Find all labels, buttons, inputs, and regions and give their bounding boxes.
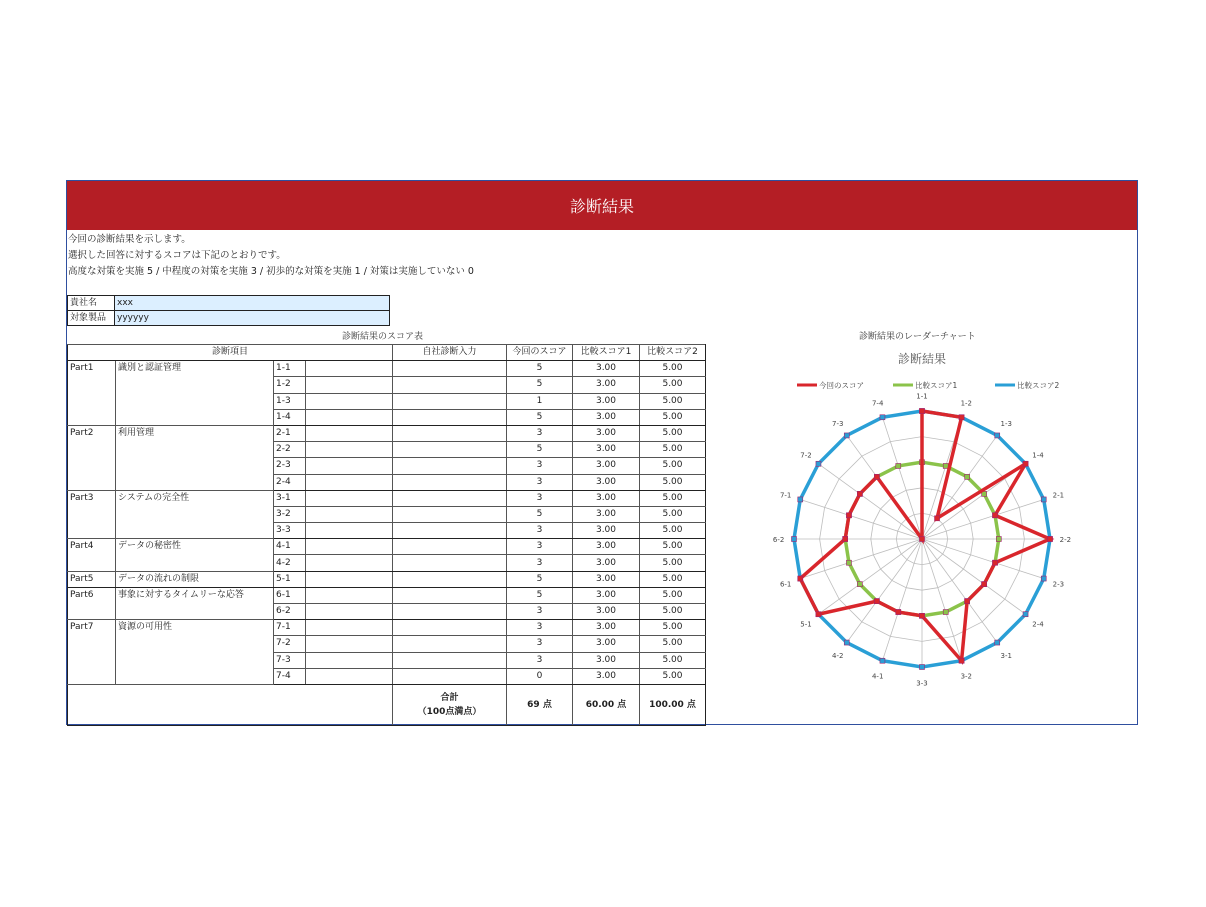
- score-cell: 3: [507, 555, 573, 571]
- grid-spoke: [818, 464, 922, 539]
- axis-label: 4-2: [832, 651, 844, 660]
- item-id: 2-3: [274, 458, 306, 474]
- data-point: [857, 491, 862, 496]
- cmp1-cell: 3.00: [573, 668, 640, 684]
- score-table: [67, 344, 706, 726]
- item-detail: [306, 604, 393, 620]
- self-input-cell[interactable]: [393, 604, 507, 620]
- self-input-cell[interactable]: [393, 490, 507, 506]
- cmp2-cell: 5.00: [640, 668, 706, 684]
- self-input-cell[interactable]: [393, 668, 507, 684]
- data-point: [846, 560, 851, 565]
- part-label: Part1: [68, 361, 116, 426]
- data-point: [920, 537, 925, 542]
- cmp2-cell: 5.00: [640, 506, 706, 522]
- item-detail: [306, 490, 393, 506]
- data-point: [896, 463, 901, 468]
- score-cell: 3: [507, 523, 573, 539]
- axis-label: 7-1: [779, 491, 792, 500]
- data-point: [1023, 461, 1028, 466]
- part-label: Part4: [68, 539, 116, 571]
- axis-label: 2-2: [1059, 536, 1072, 544]
- score-cell: 5: [507, 571, 573, 587]
- self-input-cell[interactable]: [393, 425, 507, 441]
- part-name: システムの完全性: [116, 490, 274, 539]
- data-point: [995, 640, 1000, 645]
- cmp2-cell: 5.00: [640, 587, 706, 603]
- part-name: データの流れの制限: [116, 571, 274, 587]
- data-point: [959, 415, 964, 420]
- score-cell: 3: [507, 620, 573, 636]
- item-id: 1-2: [274, 377, 306, 393]
- axis-label: 3-3: [916, 679, 928, 688]
- item-detail: [306, 668, 393, 684]
- item-id: 5-1: [274, 571, 306, 587]
- item-id: 2-1: [274, 425, 306, 441]
- data-point: [874, 599, 879, 604]
- cmp2-cell: 5.00: [640, 539, 706, 555]
- grid-spoke: [800, 539, 922, 579]
- total-label: 合計: [440, 692, 459, 703]
- table-row: [68, 587, 706, 603]
- score-cell: 3: [507, 490, 573, 506]
- table-row: [68, 571, 706, 587]
- data-point: [935, 516, 940, 521]
- score-cell: 3: [507, 539, 573, 555]
- item-detail: [306, 523, 393, 539]
- cmp1-cell: 3.00: [573, 377, 640, 393]
- score-cell: 3: [507, 652, 573, 668]
- cmp1-cell: 3.00: [573, 361, 640, 377]
- item-detail: [306, 361, 393, 377]
- company-info-table: [67, 295, 390, 326]
- item-detail: [306, 636, 393, 652]
- cmp2-cell: 5.00: [640, 442, 706, 458]
- header-item: 診断項目: [68, 345, 393, 361]
- table-row: [68, 361, 706, 377]
- cmp1-cell: 3.00: [573, 506, 640, 522]
- item-detail: [306, 425, 393, 441]
- self-input-cell[interactable]: [393, 361, 507, 377]
- item-detail: [306, 377, 393, 393]
- grid-spoke: [922, 539, 1044, 579]
- self-input-cell[interactable]: [393, 523, 507, 539]
- item-detail: [306, 571, 393, 587]
- axis-label: 1-2: [960, 399, 973, 408]
- axis-label: 1-1: [916, 392, 928, 401]
- grid-spoke: [882, 417, 922, 539]
- self-input-cell[interactable]: [393, 555, 507, 571]
- data-point: [798, 497, 803, 502]
- item-id: 6-2: [274, 604, 306, 620]
- score-cell: 5: [507, 506, 573, 522]
- data-point: [920, 613, 925, 618]
- cmp2-cell: 5.00: [640, 490, 706, 506]
- data-point: [959, 658, 964, 663]
- item-detail: [306, 539, 393, 555]
- data-point: [1041, 576, 1046, 581]
- total-sublabel: （100点満点）: [417, 706, 482, 717]
- data-point: [1041, 497, 1046, 502]
- part-label: Part5: [68, 571, 116, 587]
- data-point: [943, 463, 948, 468]
- score-cell: 5: [507, 377, 573, 393]
- self-input-cell[interactable]: [393, 571, 507, 587]
- cmp2-cell: 5.00: [640, 620, 706, 636]
- grid-spoke: [800, 499, 922, 539]
- cmp1-cell: 3.00: [573, 587, 640, 603]
- legend-label: 比較スコア2: [1017, 381, 1060, 390]
- legend-label: 比較スコア1: [915, 381, 958, 390]
- item-id: 6-1: [274, 587, 306, 603]
- company-name-field[interactable]: xxx: [115, 296, 390, 311]
- cmp2-cell: 5.00: [640, 474, 706, 490]
- cmp2-cell: 5.00: [640, 652, 706, 668]
- self-input-cell[interactable]: [393, 393, 507, 409]
- part-label: Part6: [68, 587, 116, 619]
- score-cell: 3: [507, 458, 573, 474]
- data-point: [846, 513, 851, 518]
- axis-label: 7-4: [871, 399, 884, 408]
- item-id: 1-1: [274, 361, 306, 377]
- part-label: Part7: [68, 620, 116, 685]
- item-detail: [306, 555, 393, 571]
- table-row: [68, 620, 706, 636]
- data-point: [993, 560, 998, 565]
- table-row: [68, 425, 706, 441]
- header-self: 自社診断入力: [393, 345, 507, 361]
- data-point: [1048, 537, 1053, 542]
- score-cell: 3: [507, 604, 573, 620]
- table-row: [68, 539, 706, 555]
- self-input-cell[interactable]: [393, 506, 507, 522]
- total-spacer: [68, 684, 393, 725]
- data-point: [874, 474, 879, 479]
- self-input-cell[interactable]: [393, 458, 507, 474]
- data-point: [896, 610, 901, 615]
- cmp2-cell: 5.00: [640, 425, 706, 441]
- legend-label: 今回のスコア: [819, 381, 864, 390]
- cmp1-cell: 3.00: [573, 620, 640, 636]
- score-cell: 5: [507, 361, 573, 377]
- table-row: [68, 490, 706, 506]
- item-detail: [306, 393, 393, 409]
- item-id: 7-3: [274, 652, 306, 668]
- self-input-cell[interactable]: [393, 377, 507, 393]
- data-point: [995, 433, 1000, 438]
- item-id: 3-3: [274, 523, 306, 539]
- item-id: 7-2: [274, 636, 306, 652]
- grid-spoke: [922, 539, 1026, 614]
- cmp2-cell: 5.00: [640, 377, 706, 393]
- data-point: [982, 582, 987, 587]
- cmp1-cell: 3.00: [573, 409, 640, 425]
- axis-label: 2-4: [1032, 620, 1044, 629]
- data-point: [880, 658, 885, 663]
- cmp1-cell: 3.00: [573, 425, 640, 441]
- score-cell: 5: [507, 442, 573, 458]
- cmp1-cell: 3.00: [573, 571, 640, 587]
- score-cell: 5: [507, 409, 573, 425]
- grid-spoke: [882, 539, 922, 661]
- item-detail: [306, 474, 393, 490]
- cmp2-cell: 5.00: [640, 636, 706, 652]
- part-name: 資源の可用性: [116, 620, 274, 685]
- score-cell: 3: [507, 425, 573, 441]
- radar-caption: 診断結果のレーダーチャート: [859, 332, 976, 342]
- self-input-cell[interactable]: [393, 620, 507, 636]
- page-title: 診断結果: [67, 181, 1137, 230]
- data-point: [943, 610, 948, 615]
- axis-label: 2-1: [1052, 491, 1065, 500]
- item-id: 2-4: [274, 474, 306, 490]
- cmp1-cell: 3.00: [573, 539, 640, 555]
- total-score: 69 点: [507, 684, 573, 725]
- data-point: [844, 640, 849, 645]
- axis-label: 6-2: [772, 536, 785, 544]
- data-point: [920, 409, 925, 414]
- score-cell: 3: [507, 474, 573, 490]
- item-detail: [306, 620, 393, 636]
- score-cell: 3: [507, 636, 573, 652]
- header-cmp1: 比較スコア1: [573, 345, 640, 361]
- self-input-cell[interactable]: [393, 409, 507, 425]
- axis-label: 7-3: [832, 420, 844, 429]
- intro-text: 選択した回答に対するスコアは下記のとおりです。: [68, 250, 286, 261]
- cmp1-cell: 3.00: [573, 393, 640, 409]
- cmp1-cell: 3.00: [573, 474, 640, 490]
- item-id: 1-4: [274, 409, 306, 425]
- total-cmp1: 60.00 点: [573, 684, 640, 725]
- cmp2-cell: 5.00: [640, 571, 706, 587]
- score-cell: 1: [507, 393, 573, 409]
- axis-label: 1-4: [1032, 451, 1044, 460]
- header-score: 今回のスコア: [507, 345, 573, 361]
- axis-label: 3-1: [1000, 651, 1012, 660]
- self-input-cell[interactable]: [393, 652, 507, 668]
- score-cell: 0: [507, 668, 573, 684]
- data-point: [965, 474, 970, 479]
- item-detail: [306, 587, 393, 603]
- part-name: 事象に対するタイムリーな応答: [116, 587, 274, 619]
- item-detail: [306, 409, 393, 425]
- total-label-cell: [393, 684, 507, 725]
- product-name-label: 対象製品: [68, 311, 115, 326]
- part-name: 利用管理: [116, 425, 274, 490]
- intro-text: 今回の診断結果を示します。: [68, 234, 191, 245]
- self-input-cell[interactable]: [393, 636, 507, 652]
- data-point: [993, 513, 998, 518]
- cmp2-cell: 5.00: [640, 555, 706, 571]
- part-label: Part3: [68, 490, 116, 539]
- data-point: [844, 433, 849, 438]
- axis-label: 2-3: [1052, 580, 1065, 589]
- axis-label: 7-2: [800, 451, 812, 460]
- part-name: データの秘密性: [116, 539, 274, 571]
- data-point: [1023, 612, 1028, 617]
- product-name-field[interactable]: yyyyyy: [115, 311, 390, 326]
- axis-label: 3-2: [960, 672, 973, 681]
- cmp1-cell: 3.00: [573, 652, 640, 668]
- grid-spoke: [922, 539, 962, 661]
- data-point: [920, 665, 925, 670]
- item-id: 2-2: [274, 442, 306, 458]
- report-frame: [66, 180, 1138, 725]
- cmp2-cell: 5.00: [640, 604, 706, 620]
- axis-label: 4-1: [871, 672, 884, 681]
- data-point: [965, 599, 970, 604]
- part-label: Part2: [68, 425, 116, 490]
- cmp1-cell: 3.00: [573, 604, 640, 620]
- grid-spoke: [847, 539, 922, 643]
- axis-label: 6-1: [779, 580, 792, 589]
- chart-title: 診断結果: [897, 352, 947, 366]
- cmp2-cell: 5.00: [640, 523, 706, 539]
- cmp2-cell: 5.00: [640, 458, 706, 474]
- data-point: [996, 537, 1001, 542]
- cmp1-cell: 3.00: [573, 555, 640, 571]
- data-point: [798, 576, 803, 581]
- radar-chart: [767, 341, 1077, 688]
- item-detail: [306, 652, 393, 668]
- header-cmp2: 比較スコア2: [640, 345, 706, 361]
- data-point: [843, 537, 848, 542]
- cmp1-cell: 3.00: [573, 523, 640, 539]
- item-id: 7-4: [274, 668, 306, 684]
- data-point: [816, 461, 821, 466]
- part-name: 識別と認証管理: [116, 361, 274, 426]
- cmp1-cell: 3.00: [573, 636, 640, 652]
- self-input-cell[interactable]: [393, 474, 507, 490]
- cmp2-cell: 5.00: [640, 361, 706, 377]
- item-id: 1-3: [274, 393, 306, 409]
- total-row: [68, 684, 706, 725]
- item-id: 3-2: [274, 506, 306, 522]
- axis-label: 5-1: [800, 620, 812, 629]
- cmp2-cell: 5.00: [640, 393, 706, 409]
- company-name-label: 貴社名: [68, 296, 115, 311]
- cmp1-cell: 3.00: [573, 442, 640, 458]
- item-id: 4-1: [274, 539, 306, 555]
- item-detail: [306, 458, 393, 474]
- self-input-cell[interactable]: [393, 539, 507, 555]
- item-detail: [306, 442, 393, 458]
- axis-label: 1-3: [1000, 420, 1012, 429]
- cmp2-cell: 5.00: [640, 409, 706, 425]
- data-point: [857, 582, 862, 587]
- score-table-caption: 診断結果のスコア表: [342, 332, 424, 342]
- data-point: [792, 537, 797, 542]
- score-cell: 5: [507, 587, 573, 603]
- data-point: [816, 612, 821, 617]
- item-id: 3-1: [274, 490, 306, 506]
- cmp1-cell: 3.00: [573, 490, 640, 506]
- item-id: 4-2: [274, 555, 306, 571]
- data-point: [880, 415, 885, 420]
- total-cmp2: 100.00 点: [640, 684, 706, 725]
- self-input-cell[interactable]: [393, 587, 507, 603]
- item-detail: [306, 506, 393, 522]
- item-id: 7-1: [274, 620, 306, 636]
- score-legend-text: 高度な対策を実施 5 / 中程度の対策を実施 3 / 初歩的な対策を実施 1 / 対策は実施していない 0: [68, 266, 474, 277]
- self-input-cell[interactable]: [393, 442, 507, 458]
- cmp1-cell: 3.00: [573, 458, 640, 474]
